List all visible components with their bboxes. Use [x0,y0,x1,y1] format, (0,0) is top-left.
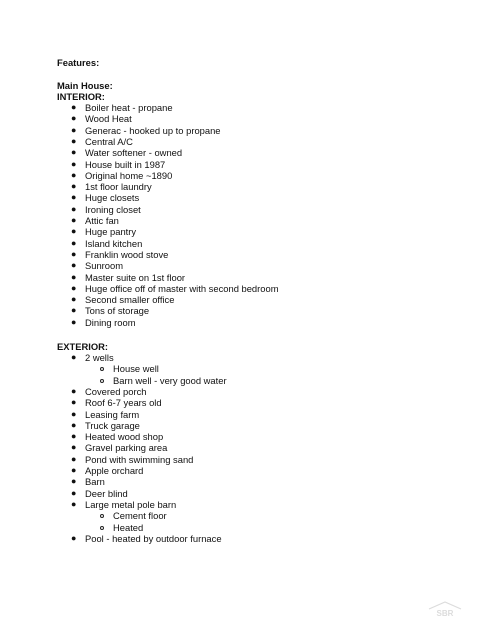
interior-list-item: Wood Heat [85,113,132,125]
bullet-icon: ● [71,124,77,135]
interior-list-item: Sunroom [85,260,124,272]
bullet-icon: ● [71,419,77,430]
exterior-list-item: Deer blind [85,487,128,499]
exterior-list-item: Barn [85,476,105,488]
interior-list-item: Original home ~1890 [85,169,173,181]
interior-list-item: 1st floor laundry [85,181,152,193]
interior-list-item: Master suite on 1st floor [85,271,186,283]
interior-list-item: Central A/C [85,135,133,147]
interior-list-item: Island kitchen [85,237,143,249]
exterior-list-item: Heated wood shop [85,431,164,443]
features-title: Features: [57,57,100,68]
bullet-icon: ● [71,271,77,282]
bullet-icon: ● [71,442,77,453]
bullet-icon: ● [71,282,77,293]
interior-list-item: Water softener - owned [85,147,183,159]
bullet-icon: ● [71,305,77,316]
bullet-icon: ● [71,385,77,396]
bullet-icon: ● [71,237,77,248]
exterior-sub-item: Barn well - very good water [113,374,227,386]
exterior-heading: EXTERIOR: [57,341,109,352]
bullet-icon: ● [71,408,77,419]
interior-list-item: Dining room [85,316,136,328]
exterior-list-item: Large metal pole barn [85,498,177,510]
bullet-icon: ● [71,487,77,498]
bullet-icon: ● [71,532,77,543]
bullet-icon: ● [71,113,77,124]
interior-list-item: Generac - hooked up to propane [85,124,221,136]
bullet-icon: ● [71,158,77,169]
bullet-icon: ● [71,260,77,271]
interior-list-item: Ironing closet [85,203,141,215]
exterior-sub-item: Cement floor [113,510,167,522]
bullet-icon: ● [71,203,77,214]
interior-list-item: Huge pantry [85,226,137,238]
exterior-sub-item: House well [113,363,159,375]
sub-bullet-icon [100,367,104,371]
bullet-icon: ● [71,248,77,259]
bullet-icon: ● [71,476,77,487]
sub-bullet-icon [100,514,104,518]
bullet-icon: ● [71,226,77,237]
bullet-icon: ● [71,294,77,305]
bullet-icon: ● [71,147,77,158]
bullet-icon: ● [71,498,77,509]
bullet-icon: ● [71,465,77,475]
exterior-list-item: Truck garage [85,419,140,431]
exterior-list-item: 2 wells [85,352,114,363]
bullet-icon: ● [71,316,77,327]
main-house-heading: Main House: [57,80,113,91]
interior-list-item: Second smaller office [85,294,175,306]
bullet-icon: ● [71,431,77,442]
interior-list-item: Franklin wood stove [85,248,169,260]
exterior-list-item: Roof 6-7 years old [85,397,162,409]
bullet-icon: ● [71,397,77,408]
bullet-icon: ● [71,352,77,362]
exterior-list-item: Apple orchard [85,465,144,476]
sub-bullet-icon [100,379,104,383]
exterior-list-item: Pool - heated by outdoor furnace [85,532,222,544]
bullet-icon: ● [71,192,77,203]
interior-list-item: Huge office off of master with second bedroom [85,282,279,294]
exterior-list-item: Covered porch [85,385,147,397]
bullet-icon: ● [71,169,77,180]
interior-list-item: Boiler heat - propane [85,102,173,113]
exterior-list-item: Leasing farm [85,408,140,420]
exterior-list-item: Pond with swimming sand [85,453,194,465]
bullet-icon: ● [71,453,77,464]
bullet-icon: ● [71,215,77,225]
bullet-icon: ● [71,102,77,112]
sub-bullet-icon [100,526,104,530]
exterior-list-item: Gravel parking area [85,442,168,454]
sbr-logo-text: SBR [436,609,454,618]
interior-list-item: Tons of storage [85,305,150,317]
sbr-logo-watermark [425,600,465,618]
interior-list-item: Attic fan [85,215,119,226]
bullet-icon: ● [71,181,77,192]
interior-heading: INTERIOR: [57,91,105,102]
exterior-sub-item: Heated [113,521,144,533]
bullet-icon: ● [71,135,77,146]
interior-list-item: House built in 1987 [85,158,166,170]
interior-list-item: Huge closets [85,192,140,204]
